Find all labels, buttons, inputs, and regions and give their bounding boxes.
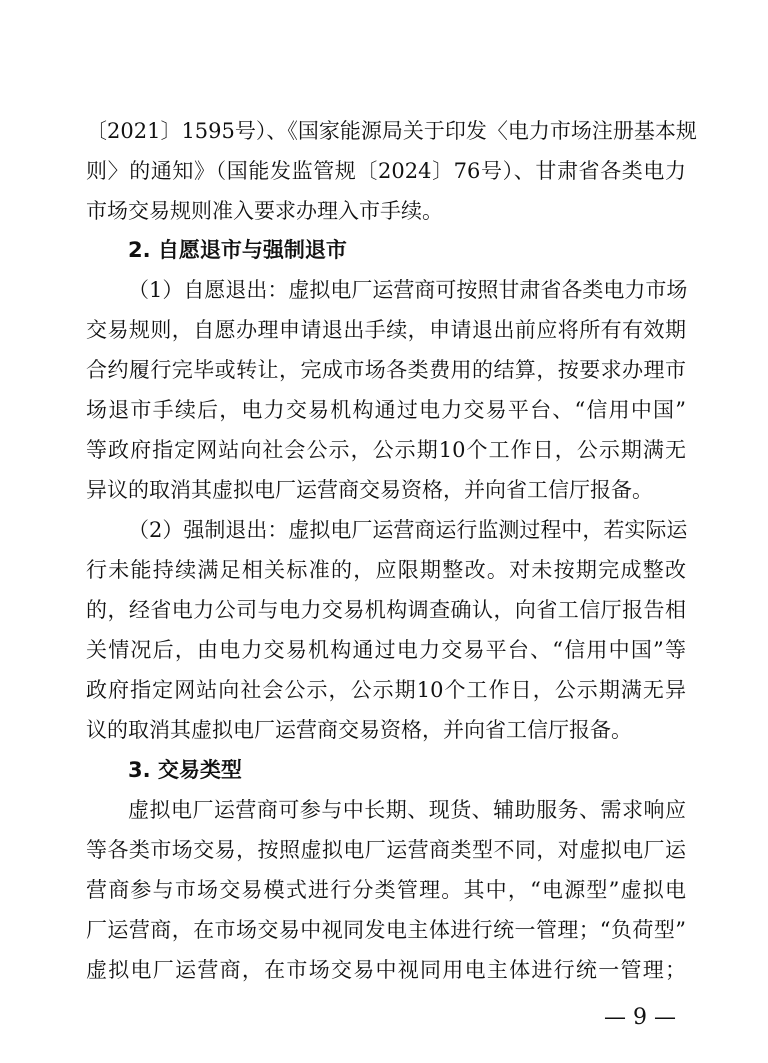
text-line: 关情况后，由电力交易机构通过电力交易平台、“信用中国”等	[86, 638, 686, 662]
text-line: 异议的取消其虚拟电厂运营商交易资格，并向省工信厅报备。	[86, 478, 653, 502]
text-line: （2）强制退出：虚拟电厂运营商运行监测过程中，若实际运	[128, 518, 688, 542]
text-line: 虚拟电厂运营商可参与中长期、现货、辅助服务、需求响应	[128, 798, 686, 822]
text-line: 厂运营商，在市场交易中视同发电主体进行统一管理；“负荷型”	[86, 918, 686, 942]
section-heading: 2. 自愿退市与强制退市	[128, 238, 347, 262]
text-line: 政府指定网站向社会公示，公示期10个工作日，公示期满无异	[86, 678, 686, 702]
text-line: 行未能持续满足相关标准的，应限期整改。对未按期完成整改	[86, 558, 686, 582]
page-number: — 9 —	[604, 1005, 676, 1030]
text-line: 〔2021〕1595号）、《国家能源局关于印发〈电力市场注册基本规	[86, 119, 697, 143]
text-line: 交易规则，自愿办理申请退出手续，申请退出前应将所有有效期	[86, 318, 686, 342]
text-line: 虚拟电厂运营商，在市场交易中视同用电主体进行统一管理；	[86, 958, 686, 982]
section-heading: 3. 交易类型	[128, 758, 242, 782]
text-line: 则〉的通知》（国能发监管规〔2024〕76号）、甘肃省各类电力	[86, 159, 686, 183]
text-line: 等政府指定网站向社会公示，公示期10个工作日，公示期满无	[86, 438, 686, 462]
text-line: 等各类市场交易，按照虚拟电厂运营商类型不同，对虚拟电厂运	[86, 838, 686, 862]
text-line: 市场交易规则准入要求办理入市手续。	[86, 199, 443, 223]
text-line: 场退市手续后，电力交易机构通过电力交易平台、“信用中国”	[86, 398, 686, 422]
text-line: 合约履行完毕或转让，完成市场各类费用的结算，按要求办理市	[86, 358, 686, 382]
text-line: 议的取消其虚拟电厂运营商交易资格，并向省工信厅报备。	[86, 718, 632, 742]
text-line: 营商参与市场交易模式进行分类管理。其中，“电源型”虚拟电	[86, 878, 686, 902]
text-line: 的，经省电力公司与电力交易机构调查确认，向省工信厅报告相	[86, 598, 686, 622]
text-line: （1）自愿退出：虚拟电厂运营商可按照甘肃省各类电力市场	[128, 278, 688, 302]
